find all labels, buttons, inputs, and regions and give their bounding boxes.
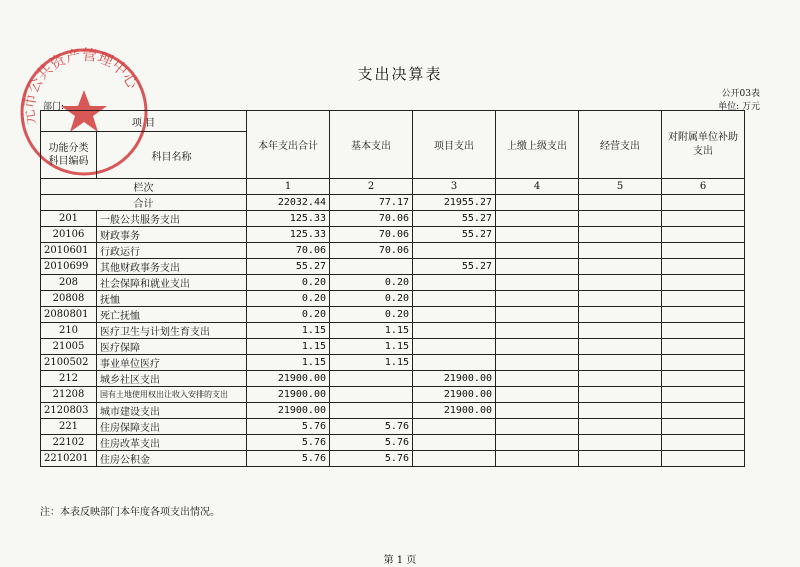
value-cell: 0.20	[247, 291, 330, 307]
col-header: 对附属单位补助支出	[662, 111, 745, 179]
table-row	[41, 339, 745, 355]
value-cell	[579, 387, 662, 403]
unit-label: 单位: 万元	[718, 102, 760, 112]
value-cell	[662, 387, 745, 403]
func-code-cell: 221	[41, 419, 97, 435]
value-cell	[413, 307, 496, 323]
value-cell	[662, 355, 745, 371]
value-cell	[413, 435, 496, 451]
value-cell	[496, 403, 579, 419]
func-code-cell: 21208	[41, 387, 97, 403]
value-cell	[496, 355, 579, 371]
func-code-cell: 21005	[41, 339, 97, 355]
subject-name-cell: 城乡社区支出	[97, 371, 247, 387]
value-cell: 70.06	[330, 211, 413, 227]
col-number: 6	[662, 179, 745, 195]
total-cell	[579, 195, 662, 211]
total-cell	[662, 195, 745, 211]
value-cell: 21900.00	[413, 371, 496, 387]
table-row	[41, 259, 745, 275]
value-cell	[579, 371, 662, 387]
expenditure-table	[40, 110, 745, 467]
value-cell	[496, 323, 579, 339]
subject-name-cell: 住房改革支出	[97, 435, 247, 451]
value-cell	[579, 275, 662, 291]
value-cell	[413, 243, 496, 259]
col-header: 上缴上级支出	[496, 111, 579, 179]
value-cell	[496, 259, 579, 275]
value-cell	[662, 403, 745, 419]
func-code-cell: 20808	[41, 291, 97, 307]
value-cell: 1.15	[247, 323, 330, 339]
value-cell: 1.15	[330, 339, 413, 355]
func-code-cell: 20106	[41, 227, 97, 243]
value-cell	[579, 419, 662, 435]
value-cell	[662, 259, 745, 275]
func-code-cell: 212	[41, 371, 97, 387]
col-number: 5	[579, 179, 662, 195]
form-number: 公开03表	[721, 89, 760, 99]
value-cell	[413, 451, 496, 467]
value-cell	[579, 339, 662, 355]
value-cell	[662, 275, 745, 291]
value-cell: 125.33	[247, 211, 330, 227]
value-cell: 0.20	[330, 307, 413, 323]
value-cell	[579, 403, 662, 419]
subject-name-cell: 医疗保障	[97, 339, 247, 355]
value-cell: 21900.00	[247, 403, 330, 419]
total-row	[41, 195, 745, 211]
func-code-cell: 208	[41, 275, 97, 291]
value-cell	[662, 227, 745, 243]
value-cell	[662, 291, 745, 307]
value-cell: 1.15	[247, 355, 330, 371]
value-cell: 125.33	[247, 227, 330, 243]
value-cell: 5.76	[247, 419, 330, 435]
total-cell: 22032.44	[247, 195, 330, 211]
table-row	[41, 371, 745, 387]
func-code-cell: 2080801	[41, 307, 97, 323]
subject-name-cell: 住房公积金	[97, 451, 247, 467]
col-header: 项目支出	[413, 111, 496, 179]
value-cell	[496, 371, 579, 387]
table-row	[41, 355, 745, 371]
table-row	[41, 435, 745, 451]
value-cell	[662, 435, 745, 451]
value-cell	[579, 259, 662, 275]
value-cell	[496, 243, 579, 259]
total-label: 合计	[41, 195, 247, 211]
value-cell: 55.27	[413, 259, 496, 275]
value-cell	[579, 323, 662, 339]
value-cell	[579, 435, 662, 451]
value-cell: 55.27	[413, 227, 496, 243]
value-cell: 0.20	[330, 275, 413, 291]
value-cell	[496, 387, 579, 403]
value-cell	[496, 419, 579, 435]
item-header-cell: 项 目	[41, 111, 247, 132]
value-cell: 1.15	[247, 339, 330, 355]
subject-name-cell: 社会保障和就业支出	[97, 275, 247, 291]
func-code-header: 功能分类科目编码	[41, 132, 97, 179]
value-cell	[496, 227, 579, 243]
value-cell: 0.20	[330, 291, 413, 307]
func-code-cell: 22102	[41, 435, 97, 451]
value-cell	[330, 259, 413, 275]
table-row	[41, 227, 745, 243]
value-cell	[579, 227, 662, 243]
col-header: 经营支出	[579, 111, 662, 179]
func-code-cell: 201	[41, 211, 97, 227]
total-cell	[496, 195, 579, 211]
table-row	[41, 211, 745, 227]
value-cell: 21900.00	[413, 403, 496, 419]
col-header: 本年支出合计	[247, 111, 330, 179]
value-cell	[662, 339, 745, 355]
table-row	[41, 243, 745, 259]
subject-name-cell: 医疗卫生与计划生育支出	[97, 323, 247, 339]
value-cell	[662, 307, 745, 323]
total-cell: 21955.27	[413, 195, 496, 211]
value-cell	[496, 451, 579, 467]
value-cell: 70.06	[330, 243, 413, 259]
table-row	[41, 275, 745, 291]
value-cell	[413, 339, 496, 355]
value-cell: 70.06	[330, 227, 413, 243]
col-number: 3	[413, 179, 496, 195]
subject-name-cell: 财政事务	[97, 227, 247, 243]
func-code-cell: 210	[41, 323, 97, 339]
value-cell	[662, 451, 745, 467]
table-row	[41, 419, 745, 435]
value-cell	[413, 355, 496, 371]
page-number: 第 1 页	[383, 555, 417, 566]
column-number-row	[41, 179, 745, 195]
value-cell	[579, 243, 662, 259]
value-cell: 5.76	[247, 435, 330, 451]
value-cell: 1.15	[330, 355, 413, 371]
value-cell	[413, 291, 496, 307]
department-label: 部门:	[43, 102, 65, 112]
header-row-item	[41, 111, 745, 132]
value-cell	[413, 275, 496, 291]
table-row	[41, 451, 745, 467]
value-cell: 21900.00	[247, 371, 330, 387]
subject-name-cell: 死亡抚恤	[97, 307, 247, 323]
table-row	[41, 387, 745, 403]
value-cell: 1.15	[330, 323, 413, 339]
func-code-cell: 2010699	[41, 259, 97, 275]
total-cell: 77.17	[330, 195, 413, 211]
value-cell: 55.27	[413, 211, 496, 227]
func-code-cell: 2210201	[41, 451, 97, 467]
value-cell	[496, 435, 579, 451]
col-number: 2	[330, 179, 413, 195]
func-code-cell: 2120803	[41, 403, 97, 419]
value-cell	[662, 243, 745, 259]
value-cell	[413, 323, 496, 339]
value-cell	[413, 419, 496, 435]
value-cell	[579, 355, 662, 371]
subject-name-cell: 国有土地使用权出让收入安排的支出	[97, 387, 247, 403]
value-cell: 5.76	[247, 451, 330, 467]
subject-name-cell: 抚恤	[97, 291, 247, 307]
value-cell	[662, 211, 745, 227]
value-cell	[496, 339, 579, 355]
col-number: 1	[247, 179, 330, 195]
value-cell	[579, 307, 662, 323]
value-cell: 5.76	[330, 419, 413, 435]
value-cell: 21900.00	[247, 387, 330, 403]
table-row	[41, 307, 745, 323]
table-row	[41, 403, 745, 419]
value-cell	[330, 403, 413, 419]
table-row	[41, 291, 745, 307]
value-cell: 5.76	[330, 451, 413, 467]
value-cell	[496, 275, 579, 291]
value-cell: 55.27	[247, 259, 330, 275]
col-number: 4	[496, 179, 579, 195]
subject-name-cell: 其他财政事务支出	[97, 259, 247, 275]
value-cell	[662, 371, 745, 387]
footnote: 注：本表反映部门本年度各项支出情况。	[40, 507, 220, 518]
value-cell: 21900.00	[413, 387, 496, 403]
table-row	[41, 323, 745, 339]
value-cell: 0.20	[247, 307, 330, 323]
func-code-cell: 2100502	[41, 355, 97, 371]
value-cell	[579, 211, 662, 227]
row-label-cell: 栏次	[41, 179, 247, 195]
func-code-cell: 2010601	[41, 243, 97, 259]
value-cell	[496, 211, 579, 227]
value-cell	[330, 387, 413, 403]
subject-name-cell: 住房保障支出	[97, 419, 247, 435]
value-cell	[579, 291, 662, 307]
page-title: 支出决算表	[357, 65, 443, 83]
value-cell	[496, 291, 579, 307]
col-header: 基本支出	[330, 111, 413, 179]
subject-name-cell: 城市建设支出	[97, 403, 247, 419]
subject-name-cell: 一般公共服务支出	[97, 211, 247, 227]
value-cell: 0.20	[247, 275, 330, 291]
subject-name-header: 科目名称	[97, 132, 247, 179]
value-cell	[579, 451, 662, 467]
svg-text:元市公共资产管理中心: 元市公共资产管理中心	[19, 45, 143, 127]
value-cell	[662, 419, 745, 435]
value-cell	[496, 307, 579, 323]
value-cell: 70.06	[247, 243, 330, 259]
subject-name-cell: 事业单位医疗	[97, 355, 247, 371]
subject-name-cell: 行政运行	[97, 243, 247, 259]
value-cell	[330, 371, 413, 387]
value-cell	[662, 323, 745, 339]
value-cell: 5.76	[330, 435, 413, 451]
